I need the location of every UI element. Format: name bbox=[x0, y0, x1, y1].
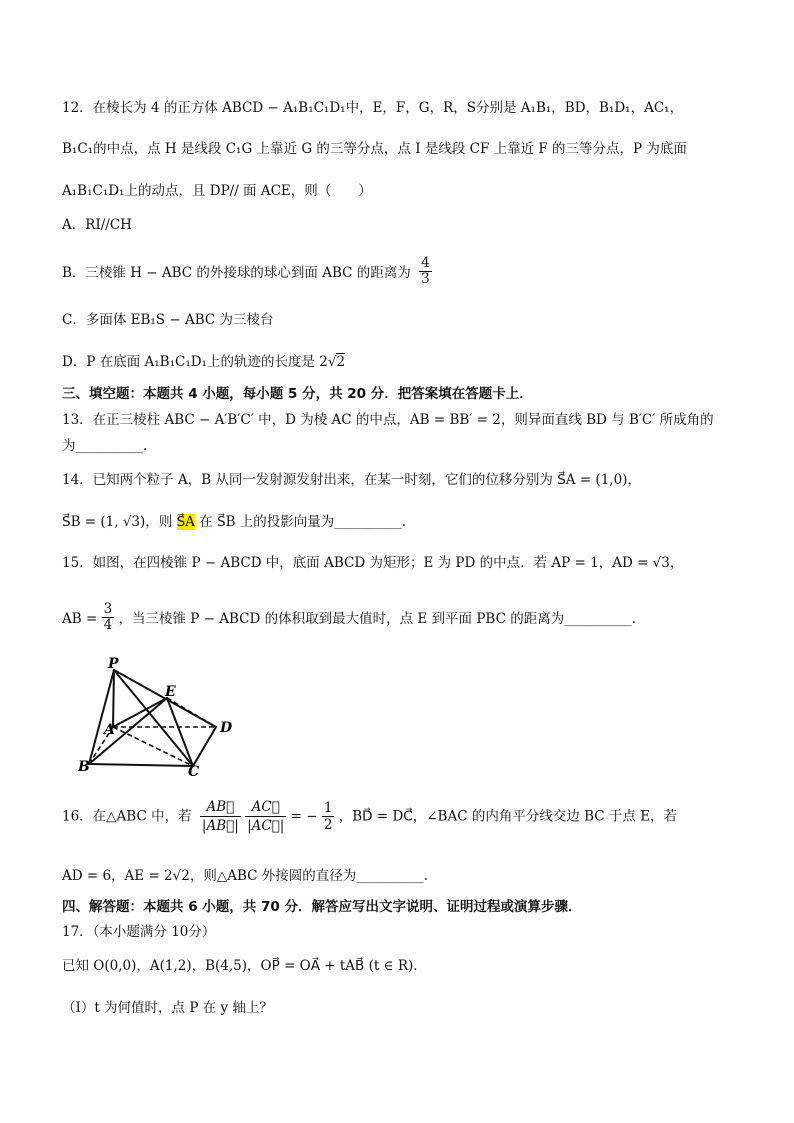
vertex-label-e: E bbox=[165, 684, 176, 700]
vertex-label-b: B bbox=[78, 759, 90, 775]
q14-line2-post: 在 S⃗B 上的投影向量为__________. bbox=[199, 514, 407, 530]
section-4-heading: 四、解答题：本题共 6 小题，共 70 分．解答应写出文字说明、证明过程或演算步骤． bbox=[62, 899, 582, 915]
q16-line1 bbox=[62, 798, 677, 835]
vertex-label-a: A bbox=[104, 722, 115, 738]
q16-line2: AD = 6，AE = 2√2，则△ABC 外接圆的直径为__________. bbox=[62, 868, 429, 884]
q12-line3: A₁B₁C₁D₁上的动点，且 DP// 面 ACE，则（ ） bbox=[62, 183, 372, 199]
q12-option-a: A．RI//CH bbox=[62, 217, 132, 233]
q15-line2 bbox=[62, 601, 636, 635]
q17-part1: （Ⅰ）t 为何值时，点 P 在 y 轴上？ bbox=[62, 1000, 273, 1016]
fraction-one-half bbox=[322, 800, 335, 833]
fraction-numerator: 4 bbox=[421, 255, 430, 271]
q16-pre: 16．在△ABC 中，若 bbox=[62, 808, 192, 825]
q15-line2-pre: AB = bbox=[62, 611, 98, 627]
vertex-label-p: P bbox=[108, 656, 119, 672]
unit-vector-ab bbox=[200, 798, 241, 835]
fraction-denominator: |AB⃗| bbox=[201, 818, 239, 834]
fraction-numerator: AB⃗ bbox=[200, 798, 241, 817]
sqrt-symbol: √ bbox=[327, 354, 337, 370]
q12-option-d bbox=[62, 352, 345, 372]
q16-equals: = − bbox=[290, 808, 318, 825]
q12-option-b-text: B．三棱锥 H − ABC 的外接球的球心到面 ABC 的距离为 bbox=[62, 265, 411, 281]
fraction-denominator: 4 bbox=[103, 617, 113, 633]
q15-line1: 15．如图，在四棱锥 P − ABCD 中，底面 ABCD 为矩形；E 为 PD 的中点．若 AP = 1，AD = √3， bbox=[62, 555, 684, 571]
q12-option-d-text: D．P 在底面 A₁B₁C₁D₁上的轨迹的长度是 2 bbox=[62, 354, 328, 370]
q13-line2: 为__________. bbox=[62, 438, 148, 454]
highlighted-vector-sa: S⃗A bbox=[176, 514, 195, 530]
fraction-numerator: 3 bbox=[103, 601, 113, 617]
q12-option-c: C．多面体 EB₁S − ABC 为三棱台 bbox=[62, 312, 274, 328]
fraction-denominator: 3 bbox=[421, 271, 430, 287]
q17-line1: 已知 O(0,0)，A(1,2)，B(4,5)，OP⃗ = OA⃗ + tAB⃗ (t ∈ R)． bbox=[62, 958, 427, 974]
q12-line1: 12．在棱长为 4 的正方体 ABCD − A₁B₁C₁D₁中，E，F，G，R，S分别是 A₁B₁，BD，B₁D₁，AC₁， bbox=[62, 100, 684, 116]
q12-option-b bbox=[62, 255, 432, 289]
q16-post: ，BD⃗ = DC⃗，∠BAC 的内角平分线交边 BC 于点 E，若 bbox=[338, 808, 678, 825]
fraction-numerator: AC⃗ bbox=[245, 798, 286, 817]
sqrt-radicand: 2 bbox=[336, 354, 346, 370]
q14-line2-pre: S⃗B = (1, √3)，则 bbox=[62, 514, 173, 530]
vertex-label-c: C bbox=[188, 764, 200, 778]
section-3-heading: 三、填空题：本题共 4 小题，每小题 5 分，共 20 分．把答案填在答题卡上． bbox=[62, 386, 533, 402]
q15-line2-post: ，当三棱锥 P − ABCD 的体积取到最大值时，点 E 到平面 PBC 的距离为__________. bbox=[118, 611, 636, 627]
q14-line1: 14．已知两个粒子 A，B 从同一发射源发射出来，在某一时刻，它们的位移分别为 S⃗A = (1,0)， bbox=[62, 472, 641, 488]
pyramid-figure bbox=[74, 654, 244, 778]
fraction-four-thirds bbox=[419, 256, 432, 287]
q14-line2 bbox=[62, 512, 406, 532]
fraction-denominator: |AC⃗| bbox=[247, 818, 285, 834]
fraction-numerator: 1 bbox=[323, 800, 333, 816]
unit-vector-ac bbox=[245, 798, 286, 835]
fraction-three-quarters bbox=[102, 602, 115, 633]
q17-title: 17．（本小题满分 10分） bbox=[62, 924, 216, 940]
vertex-label-d: D bbox=[220, 720, 233, 736]
fraction-denominator: 2 bbox=[323, 817, 333, 833]
q12-line2: B₁C₁的中点，点 H 是线段 C₁G 上靠近 G 的三等分点，点 I 是线段 CF 上靠近 F 的三等分点，P 为底面 bbox=[62, 141, 687, 157]
q13-line1: 13．在正三棱柱 ABC − A′B′C′ 中，D 为棱 AC 的中点，AB = BB′ = 2，则异面直线 BD 与 B′C′ 所成角的 bbox=[62, 412, 714, 428]
